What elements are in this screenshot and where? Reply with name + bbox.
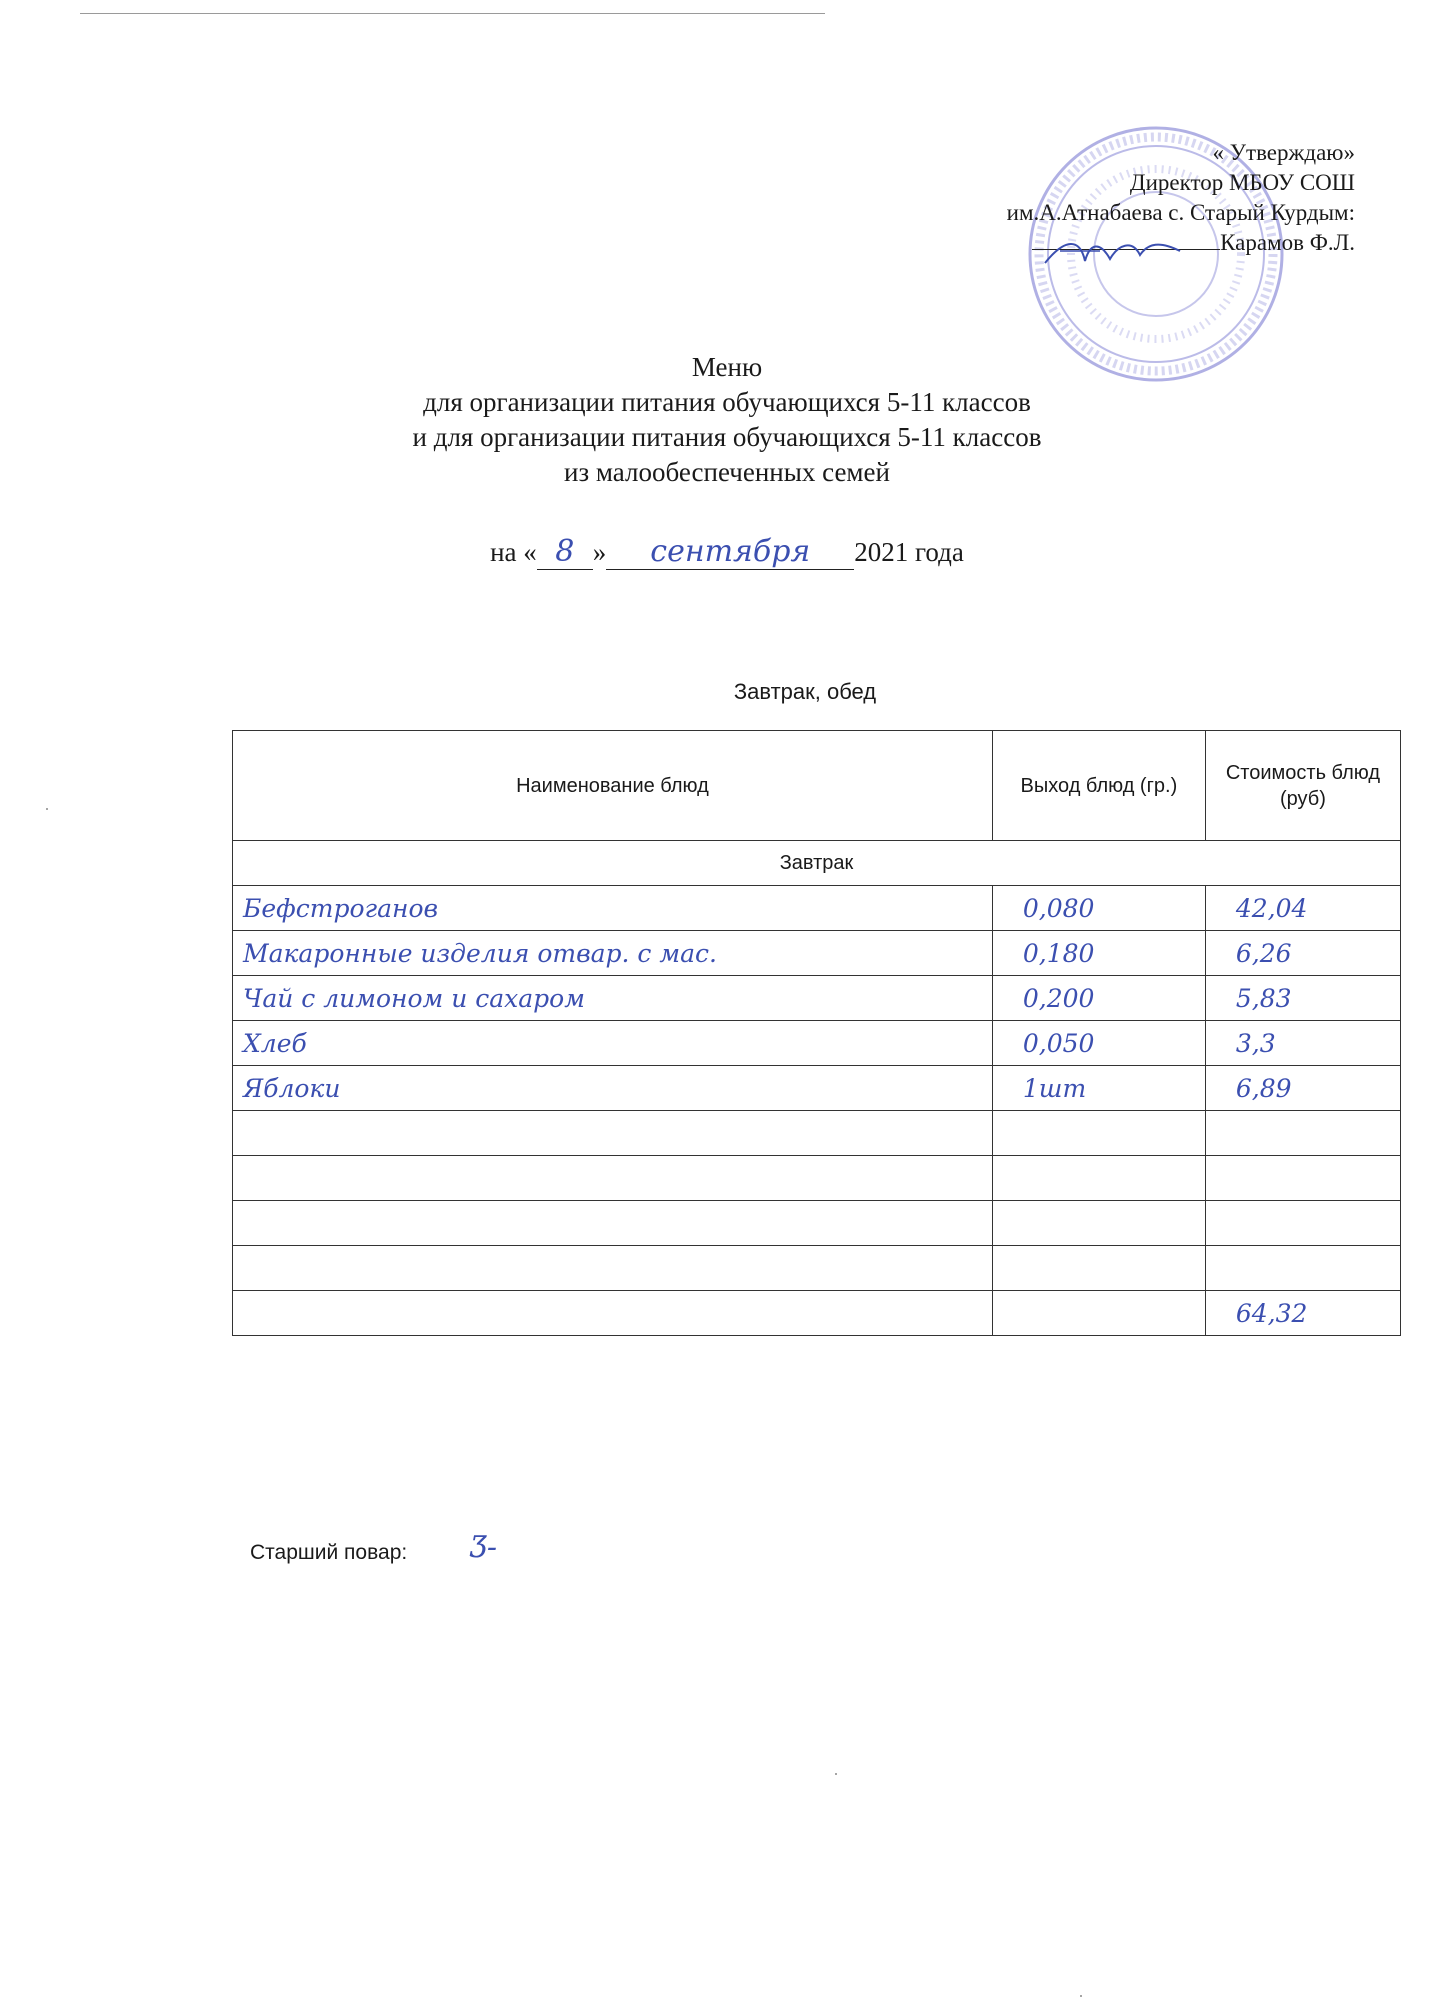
title-line-4: из малообеспеченных семей: [564, 457, 890, 487]
table-row-empty: [233, 1156, 1401, 1201]
dish-cost: 6,26: [1205, 931, 1400, 976]
signature-line: [1032, 231, 1220, 250]
month-value: сентября: [650, 534, 811, 569]
table-row-empty: [233, 1111, 1401, 1156]
table-header-row: [233, 731, 1401, 841]
chef-signature: Ӡ-: [470, 1530, 498, 1565]
total-cost: 64,32: [1205, 1291, 1400, 1336]
date-line: [0, 535, 1454, 570]
title-line-3: и для организации питания обучающихся 5-11 классов: [412, 422, 1042, 452]
month-blank: [606, 534, 854, 570]
scan-speck: [46, 808, 48, 810]
dish-name: Яблоки: [233, 1066, 993, 1111]
table-row-empty: [233, 1246, 1401, 1291]
date-prefix: на «: [490, 537, 537, 567]
menu-table: [232, 730, 1401, 1336]
table-row: [233, 1021, 1401, 1066]
day-value: 8: [555, 534, 575, 569]
dish-yield: 0,180: [992, 931, 1205, 976]
dish-name: Бефстроганов: [233, 886, 993, 931]
header-yield: Выход блюд (гр.): [992, 731, 1205, 841]
dish-name: Чай с лимоном и сахаром: [233, 976, 993, 1021]
dish-name: Макаронные изделия отвар. с мас.: [233, 931, 993, 976]
dish-yield: 1шт: [992, 1066, 1205, 1111]
day-blank: [537, 534, 593, 570]
meals-label: Завтрак, обед: [733, 679, 877, 704]
title-line-2: для организации питания обучающихся 5-11 классов: [423, 387, 1031, 417]
approval-block: [1007, 138, 1355, 258]
dish-name: Хлеб: [233, 1021, 993, 1066]
header-dish-name: Наименование блюд: [233, 731, 993, 841]
approval-position: Директор МБОУ СОШ: [1129, 170, 1355, 195]
dish-cost: 3,3: [1205, 1021, 1400, 1066]
title-line-1: Меню: [691, 352, 763, 382]
document-title: [0, 350, 1454, 490]
scan-speck: [1080, 1995, 1082, 1997]
dish-yield: 0,050: [992, 1021, 1205, 1066]
date-mid: »: [592, 537, 607, 567]
table-row: [233, 886, 1401, 931]
approval-signature-line: [1007, 228, 1355, 258]
approval-school: им.А.Атнабаева с. Старый Курдым:: [1006, 200, 1355, 225]
dish-yield: 0,080: [992, 886, 1205, 931]
director-name: Карамов Ф.Л.: [1220, 230, 1355, 255]
dish-cost: 42,04: [1205, 886, 1400, 931]
dish-yield: 0,200: [992, 976, 1205, 1021]
table-row-total: [233, 1291, 1401, 1336]
dish-cost: 6,89: [1205, 1066, 1400, 1111]
dish-cost: 5,83: [1205, 976, 1400, 1021]
table-row: [233, 931, 1401, 976]
date-suffix: 2021 года: [854, 537, 964, 567]
scan-speck: [835, 1773, 837, 1775]
section-row: [233, 841, 1401, 886]
section-breakfast: Завтрак: [233, 841, 1401, 886]
header-cost: Стоимость блюд (руб): [1205, 731, 1400, 841]
table-row-empty: [233, 1201, 1401, 1246]
chef-label: Старший повар:: [250, 1541, 408, 1564]
approval-heading: « Утверждаю»: [1212, 140, 1355, 165]
table-row: [233, 976, 1401, 1021]
top-rule: [80, 13, 825, 14]
table-row: [233, 1066, 1401, 1111]
